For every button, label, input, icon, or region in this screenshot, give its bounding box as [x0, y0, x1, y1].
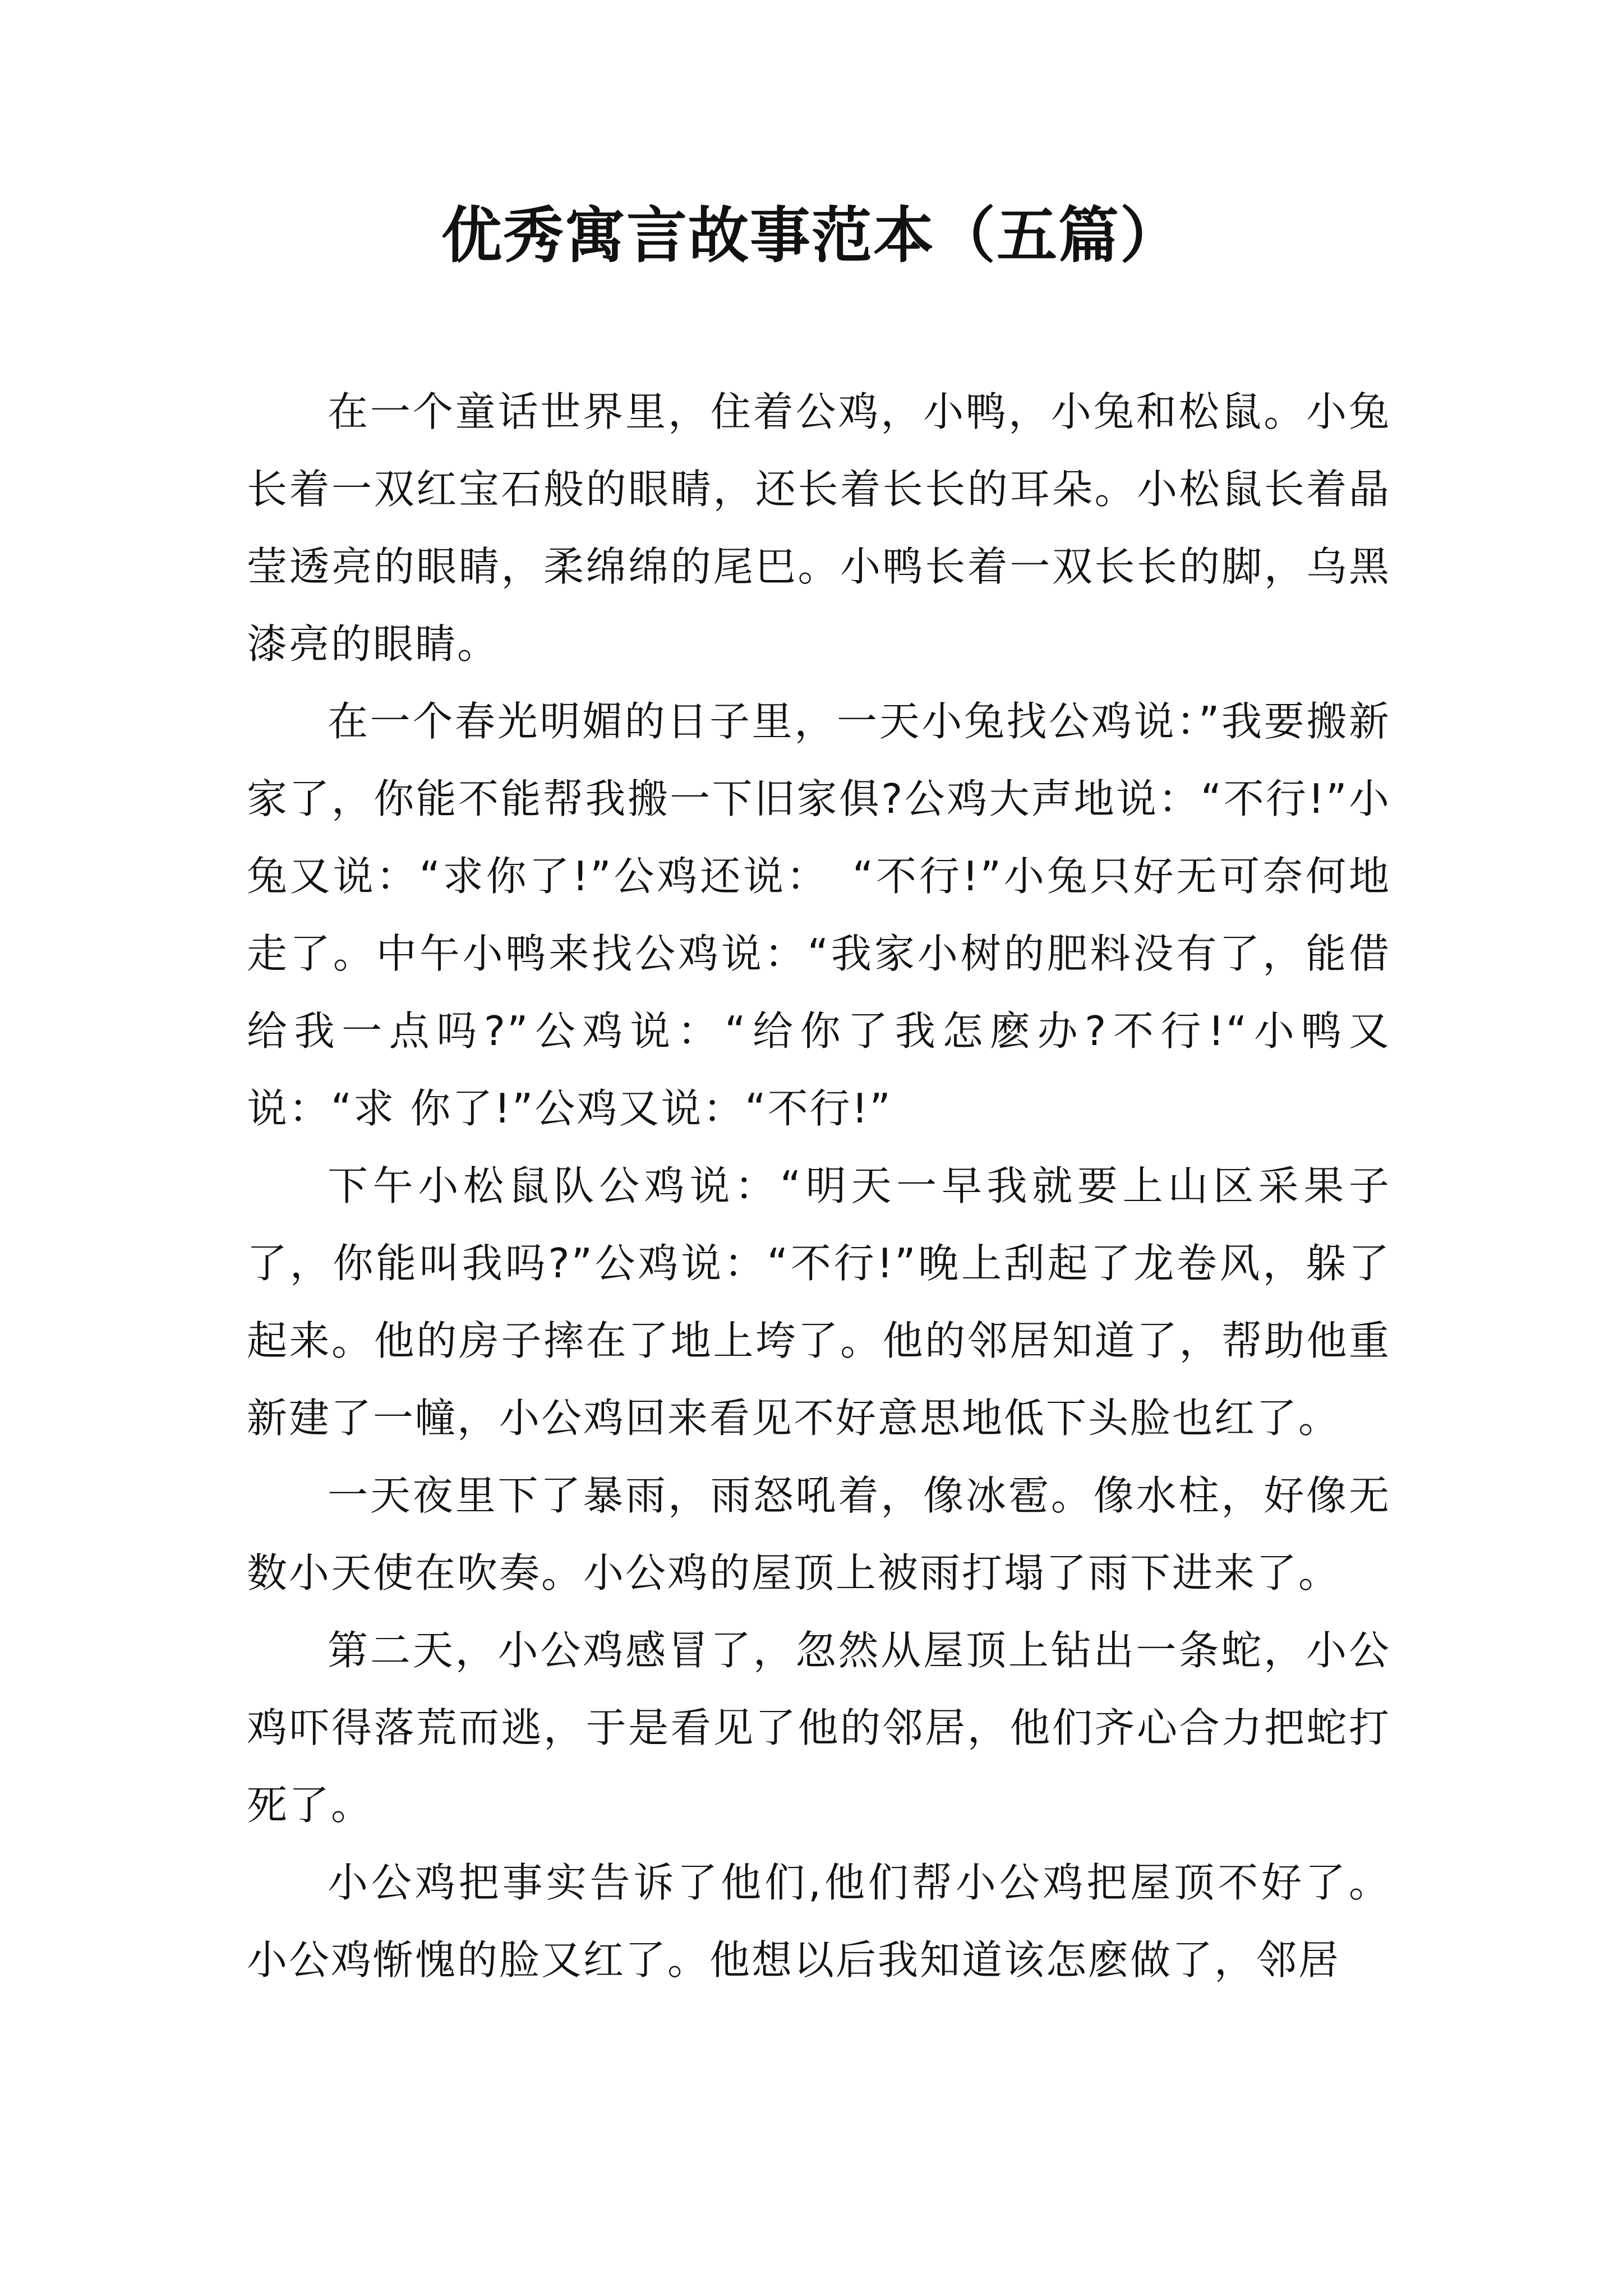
document-title: 优秀寓言故事范本（五篇） — [441, 200, 1182, 271]
document-body — [247, 373, 1391, 1999]
paragraph-2: 在一个春光明媚的日子里，一天小兔找公鸡说：”我要搬新家了，你能不能帮我搬一下旧家俱?公鸡大声地说：“不行!”小兔又说：“求你了!”公鸡还说： “不行!”小兔只好无可奈何地走了。中午小鸭来找公鸡说：“我家小树的肥料没有了，能借给我一点吗?”公鸡说：“给你了我怎麽办?不行!“小鸭又说：“求 你了!”公鸡又说：“不行!” — [247, 698, 1391, 1132]
paragraph-4: 一天夜里下了暴雨，雨怒吼着，像冰雹。像水柱，好像无数小天使在吹奏。小公鸡的屋顶上被雨打塌了雨下进来了。 — [247, 1472, 1391, 1596]
paragraph-3: 下午小松鼠队公鸡说：“明天一早我就要上山区采果子了，你能叫我吗?”公鸡说：“不行!”晚上刮起了龙卷风，躲了起来。他的房子摔在了地上垮了。他的邻居知道了，帮助他重新建了一幢，小公鸡回来看见不好意思地低下头脸也红了。 — [247, 1162, 1391, 1442]
paragraph-1: 在一个童话世界里，住着公鸡，小鸭，小兔和松鼠。小兔长着一双红宝石般的眼睛，还长着长长的耳朵。小松鼠长着晶莹透亮的眼睛，柔绵绵的尾巴。小鸭长着一双长长的脚，乌黑漆亮的眼睛。 — [247, 388, 1391, 668]
paragraph-6: 小公鸡把事实告诉了他们,他们帮小公鸡把屋顶不好了。小公鸡惭愧的脸又红了。他想以后我知道该怎麽做了，邻居 — [247, 1859, 1391, 1984]
paragraph-5: 第二天，小公鸡感冒了，忽然从屋顶上钻出一条蛇，小公鸡吓得落荒而逃，于是看见了他的邻居，他们齐心合力把蛇打死了。 — [247, 1627, 1391, 1829]
